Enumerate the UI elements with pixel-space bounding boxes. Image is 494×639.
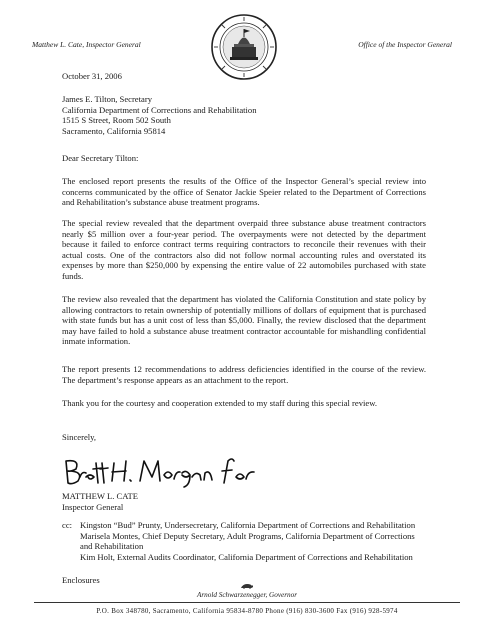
governor-line: Arnold Schwarzenegger, Governor <box>196 591 297 599</box>
enclosures: Enclosures <box>62 575 100 585</box>
address-line: California Department of Corrections and Rehabilitation <box>62 104 257 115</box>
body-paragraph: The review also revealed that the department has violated the California Constitution and state policy by allowing contractors to retain ownership of potentially millions of dollars of equipment that is purchased with state funds but has a unit cost of less than $5,000. Finally, the review disclosed that the department may have failed to hold a substance abuse treatment contractor accountable for mishandling confidential inmate information. <box>62 294 426 347</box>
closing: Sincerely, <box>62 432 97 442</box>
state-bear-icon <box>240 582 254 590</box>
header-right-text: Office of the Inspector General <box>358 40 452 49</box>
body-paragraph: The special review revealed that the department overpaid three substance abuse treatment contractors nearly $5 million over a four-year period. The overpayments were not detected by the department because it failed to enforce contract terms requiring contractors to reconcile their revenues with their actual costs. One of the contractors also did not follow normal accounting rules and overstated its expenses by more than $250,000 by expensing the entire value of 22 automobiles purchased with state funds. <box>62 218 426 281</box>
header-left-text: Matthew L. Cate, Inspector General <box>32 40 141 49</box>
cc-label: cc: <box>62 520 73 530</box>
signer-title: Inspector General <box>62 501 124 512</box>
signer-block <box>62 491 138 512</box>
letter-date: October 31, 2006 <box>62 71 122 81</box>
footer-contact: P.O. Box 348780, Sacramento, California 95834-8780 Phone (916) 830-3600 Fax (916) 928-5974 <box>96 607 398 615</box>
address-line: Sacramento, California 95814 <box>62 125 166 136</box>
cc-item: Kingston “Bud” Prunty, Undersecretary, California Department of Corrections and Rehabilitation <box>80 520 416 530</box>
handwritten-signature <box>60 455 260 489</box>
address-line: 1515 S Street, Room 502 South <box>62 115 171 126</box>
signer-name: MATTHEW L. CATE <box>62 491 138 501</box>
footer-divider <box>34 602 460 603</box>
state-seal-icon <box>210 13 278 81</box>
cc-item: Kim Holt, External Audits Coordinator, California Department of Corrections and Rehabilitation <box>80 551 413 562</box>
body-paragraph: The report presents 12 recommendations to address deficiencies identified in the course of the review. The department’s response appears as an attachment to the report. <box>62 364 426 385</box>
body-paragraph: Thank you for the courtesy and cooperation extended to my staff during this special review. <box>62 398 378 408</box>
address-line: James E. Tilton, Secretary <box>62 94 152 104</box>
body-paragraph: The enclosed report presents the results of the Office of the Inspector General’s special review into concerns communicated by the office of Senator Jackie Speier related to the Department of Corrections and Rehabilitation’s substance abuse treatment programs. <box>62 176 426 208</box>
cc-list <box>80 520 424 562</box>
salutation: Dear Secretary Tilton: <box>62 153 139 163</box>
cc-item: Marisela Montes, Chief Deputy Secretary, Adult Programs, California Department of Corrections and Rehabilitation <box>80 530 415 552</box>
address-block <box>62 94 257 136</box>
